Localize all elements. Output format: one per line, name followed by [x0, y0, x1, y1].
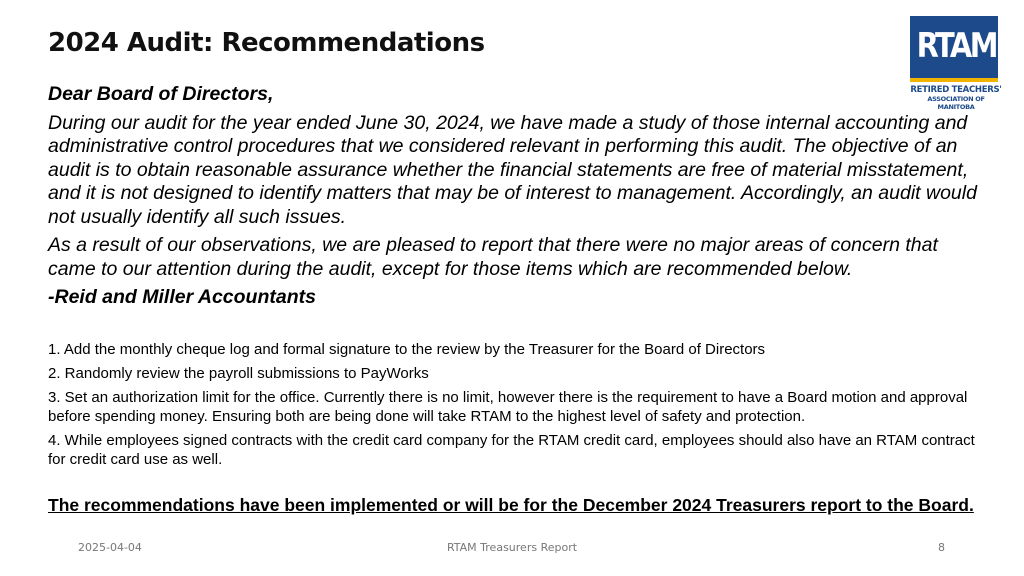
letter-paragraph-1: During our audit for the year ended June 30, 2024, we have made a study of those internal accounting and administrative control procedures that we considered relevant in performing this audit. The objective of an audit is to obtain reasonable assurance whether the financial statements are free of material misstatement, and it is not designed to identify matters that may be of interest to management. Accordingly, an audit would not usually identify all such issues.: [48, 111, 977, 228]
letter-paragraph-2: As a result of our observations, we are pleased to report that there were no major areas of concern that came to our attention during the audit, except for those items which are recommended below.: [48, 234, 938, 280]
logo-line-1: RETIRED TEACHERS': [910, 85, 1002, 95]
letter-signoff: -Reid and Miller Accountants: [48, 286, 316, 308]
salutation: Dear Board of Directors,: [48, 83, 274, 105]
footer-title: RTAM Treasurers Report: [446, 541, 578, 554]
logo-accent-bar: [910, 78, 998, 82]
recommendations-list: [48, 340, 978, 474]
audit-letter: [48, 83, 988, 315]
logo-letters: RTAM: [916, 26, 996, 66]
footer-date: 2025-04-04: [78, 541, 142, 554]
recommendation-item: 4. While employees signed contracts with the credit card company for the RTAM credit card, employees should also have an RTAM contract for credit card use as well.: [48, 432, 975, 468]
logo-box: [910, 16, 998, 78]
recommendation-item: 1. Add the monthly cheque log and formal signature to the review by the Treasurer for the Board of Directors: [48, 341, 766, 358]
slide-title: 2024 Audit: Recommendations: [48, 28, 485, 58]
page-number: 8: [938, 541, 945, 554]
logo-line-2: ASSOCIATION OF MANITOBA: [927, 95, 985, 111]
recommendation-item: 3. Set an authorization limit for the office. Currently there is no limit, however there is the requirement to have a Board motion and approval before spending money. Ensuring both are being done will take RTAM to the highest level of safety and protection.: [48, 389, 968, 425]
conclusion-statement: The recommendations have been implemented or will be for the December 2024 Treasurers report to the Board.: [48, 495, 974, 515]
recommendation-item: 2. Randomly review the payroll submissions to PayWorks: [48, 365, 429, 382]
